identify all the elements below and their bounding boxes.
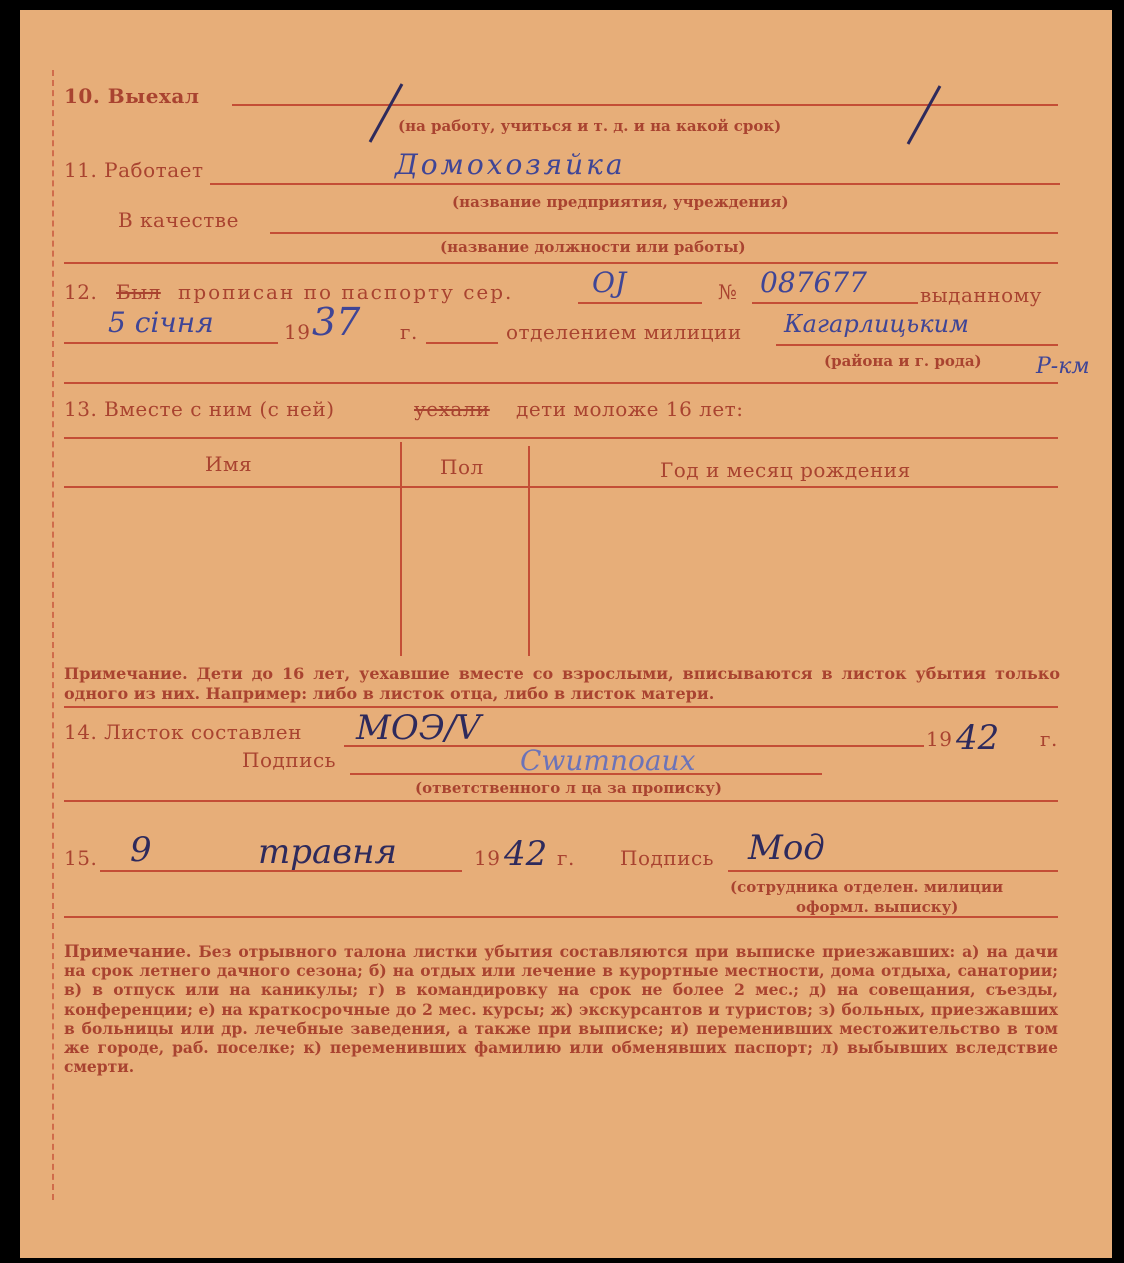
employer-line [210,183,1060,185]
issue-year-prefix: 19 [284,320,311,344]
section-12-struck-word: Был [116,280,161,304]
compiled-by-handwritten: МОЭ/V [356,708,481,748]
section-15-sign-label: Подпись [620,846,715,870]
section-15-sign-line [728,870,1058,872]
section-10-dash-marks [360,80,980,150]
police-dept-label: отделением милиции [506,320,742,344]
issue-date-line [64,342,278,344]
section-15-year-handwritten: 42 [504,834,548,874]
section-divider-5 [64,916,1058,918]
police-dept-caption: (района и г. рода) [824,352,982,370]
passport-series-line [578,302,702,304]
position-caption: (название должности или работы) [440,238,746,256]
note-general-text: Без отрывного талона листки убытия составляются при выписке приезжавших: а) на дачи на срок летнего дачного сезона; б) на отдых или лечение в курортные местности, дома отдыха, санатории; в) в отпуск или на каникулы; г) в командировку на срок не более 2 мес.; д) на совещания, съезды, конференции; е) на краткосрочные до 2 мес. курсы; ж) экскурсантов и туристов; з) больных, приезжавших в больницы или др. лечебные заведения, а также при выписке; и) переменивших местожительство в том же городе, раб. поселке; к) переменивших фамилию или обменявших паспорт; л) выбывших вследствие смерти. [64,942,1058,1077]
section-14-caption: (ответственного л ца за прописку) [415,779,723,797]
issue-date-handwritten: 5 січня [108,306,214,339]
position-line [270,232,1058,234]
section-13-label: 13. Вместе с ним (с ней) [64,397,335,421]
issue-year-handwritten: 37 [312,300,361,344]
date-line [100,870,462,872]
margin-note-handwritten: Р-км [1036,354,1090,379]
section-divider-2 [64,382,1058,384]
section-15-caption-2: оформл. выписку) [796,898,959,916]
section-divider-3 [64,706,1058,708]
table-top-line [64,437,1058,439]
section-10-caption: (на работу, учиться и т. д. и на какой срок) [398,117,782,135]
section-13-struck-word: уехали [414,397,490,421]
table-column-divider-1 [400,442,402,656]
table-column-divider-2 [528,446,530,656]
issue-year-suffix: г. [400,320,418,344]
section-divider-4 [64,800,1058,802]
section-divider [64,262,1058,264]
issue-gap-line [426,342,498,344]
section-10-label: 10. Выехал [64,84,200,108]
section-15-year-suffix: г. [557,846,575,870]
month-handwritten: травня [258,832,397,872]
table-header-name: Имя [205,452,253,476]
section-12-number: 12. [64,280,98,304]
section-14-label: 14. Листок составлен [64,720,302,744]
compiled-year-prefix: 19 [926,727,953,751]
section-12-label: прописан по паспорту сер. [178,280,514,304]
position-label: В качестве [118,208,239,232]
perforation-line [52,70,54,1200]
passport-number-line [752,302,918,304]
employer-caption: (название предприятия, учреждения) [452,193,789,211]
section-15-signature-handwritten: Мод [748,828,825,868]
section-14-sign-line [350,773,822,775]
compiled-year-suffix: г. [1040,727,1058,751]
section-14-signature-handwritten: Cwumnoaux [520,744,696,777]
table-header-line [64,486,1058,488]
note-children: Примечание. Дети до 16 лет, уехавшие вместе со взрослыми, вписываются в листок убытия только одного из них. Например: либо в листок отца, либо в листок матери. [64,664,1060,703]
compiled-year-handwritten: 42 [956,718,1000,758]
section-13-label-end: дети моложе 16 лет: [516,397,744,421]
section-14-sign-label: Подпись [242,748,337,772]
section-15-year-prefix: 19 [474,846,501,870]
table-header-sex: Пол [440,455,484,479]
employer-handwritten: Домохозяйка [395,148,626,181]
section-11-label: 11. Работает [64,158,204,182]
police-dept-line [776,344,1058,346]
passport-series-handwritten: ОЈ [592,266,627,299]
note-general-title: Примечание. [64,942,192,961]
note-general [64,942,1058,1076]
issued-label: выданному [920,283,1042,307]
passport-number-handwritten: 087677 [760,266,867,299]
section-15-caption-1: (сотрудника отделен. милиции [730,878,1004,896]
police-dept-handwritten: Кагарлицьким [784,310,969,338]
day-handwritten: 9 [130,830,152,870]
section-15-label: 15. [64,846,98,870]
passport-number-label: № [718,280,738,304]
table-header-birth: Год и месяц рождения [660,458,911,482]
